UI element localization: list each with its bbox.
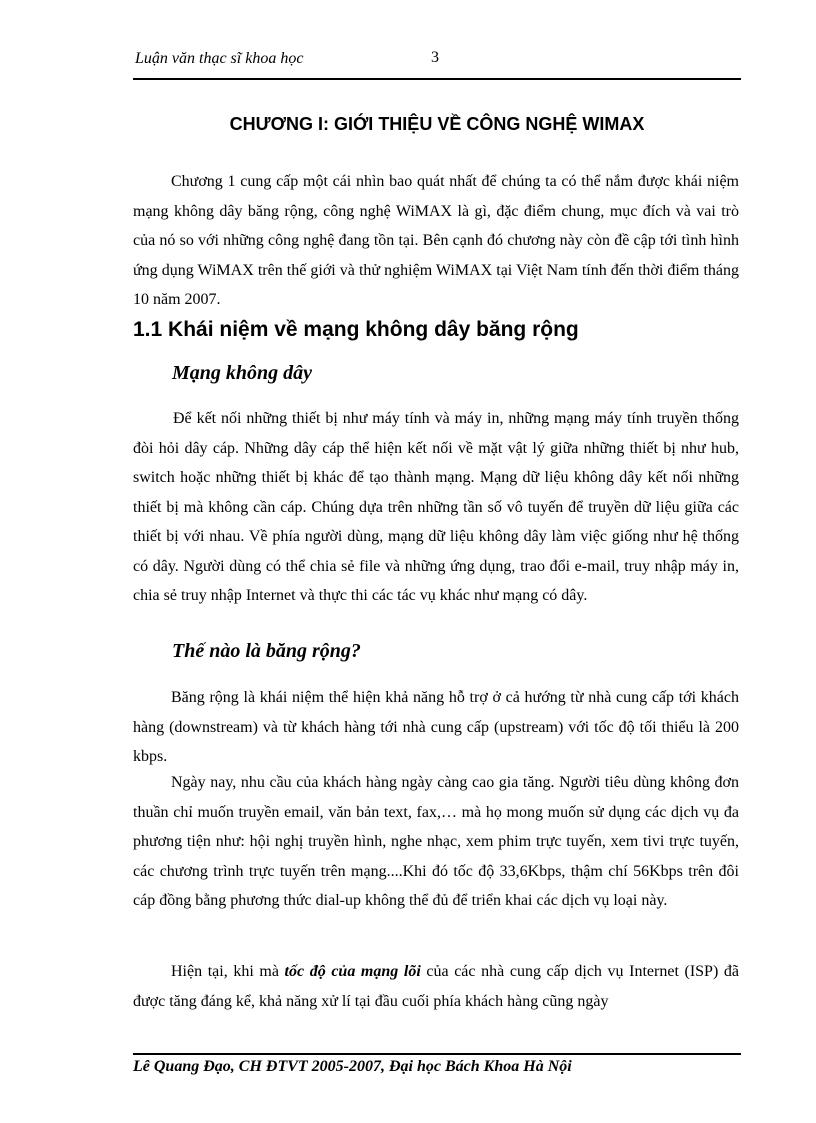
- chapter-title: CHƯƠNG I: GIỚI THIỆU VỀ CÔNG NGHỆ WIMAX: [229, 114, 645, 134]
- broadband-paragraph-2: Ngày nay, nhu cầu của khách hàng ngày càng cao gia tăng. Người tiêu dùng không đơn thuần chỉ muốn truyền email, văn bản text, fax,… mà họ mong muốn sử dụng các dịch vụ đa phương tiện như: hội nghị truyền hình, nghe nhạc, xem phim trực tuyến, xem tivi trực tuyến, các chương trình trực tuyến trên mạng....Khi đó tốc độ 33,6Kbps, thậm chí 56Kbps trên đôi cáp đồng bằng phương thức dial-up không thể đủ để triển khai các dịch vụ loại này.: [133, 774, 739, 909]
- section-heading: 1.1 Khái niệm về mạng không dây băng rộng: [133, 318, 579, 341]
- page-number: 3: [431, 49, 439, 66]
- subsection-heading-wireless: Mạng không dây: [172, 362, 313, 384]
- intro-paragraph: Chương 1 cung cấp một cái nhìn bao quát nhất để chúng ta có thể nắm được khái niệm mạng không dây băng rộng, công nghệ WiMAX là gì, đặc điểm chung, mục đích và vai trò của nó so với những công nghệ đang tồn tại. Bên cạnh đó chương này còn đề cập tới tình hình ứng dụng WiMAX trên thế giới và thử nghiệm WiMAX tại Việt Nam tính đến thời điểm tháng 10 năm 2007.: [133, 173, 739, 308]
- broadband-paragraph-3: [133, 957, 739, 1016]
- header-title: Luận văn thạc sĩ khoa học: [135, 50, 304, 67]
- wireless-paragraph: Để kết nối những thiết bị như máy tính và máy in, những mạng máy tính truyền thống đòi hỏi dây cáp. Những dây cáp thể hiện kết nối về mặt vật lý giữa những thiết bị như hub, switch hoặc những thiết bị khác để tạo thành mạng. Mạng dữ liệu không dây kết nối những thiết bị mà không cần cáp. Chúng dựa trên những tần số vô tuyến để truyền dữ liệu giữa các thiết bị với nhau. Về phía người dùng, mạng dữ liệu không dây làm việc giống như hệ thống có dây. Người dùng có thể chia sẻ file và những ứng dụng, trao đổi e-mail, truy nhập máy in, chia sẻ truy nhập Internet và thực thi các tác vụ khác như mạng có dây.: [133, 410, 739, 604]
- header-rule: [133, 78, 741, 80]
- footer-rule: [133, 1053, 741, 1055]
- page-header: [133, 44, 741, 80]
- broadband-paragraph-1: Băng rộng là khái niệm thể hiện khả năng hỗ trợ ở cả hướng từ nhà cung cấp tới khách hàng (downstream) và từ khách hàng tới nhà cung cấp (upstream) với tốc độ tối thiểu là 200 kbps.: [133, 689, 739, 765]
- paragraph-text: của các nhà cung cấp dịch vụ Internet (ISP) đã được tăng đáng kể, khả năng xử lí tại đầu cuối phía khách hàng cũng ngày: [133, 963, 740, 1010]
- subsection-heading-broadband: Thế nào là băng rộng?: [172, 640, 361, 662]
- page-footer: Lê Quang Đạo, CH ĐTVT 2005-2007, Đại học Bách Khoa Hà Nội: [133, 1058, 572, 1075]
- paragraph-text: Hiện tại, khi mà: [171, 963, 285, 980]
- emphasis-text: tốc độ của mạng lõi: [284, 963, 421, 980]
